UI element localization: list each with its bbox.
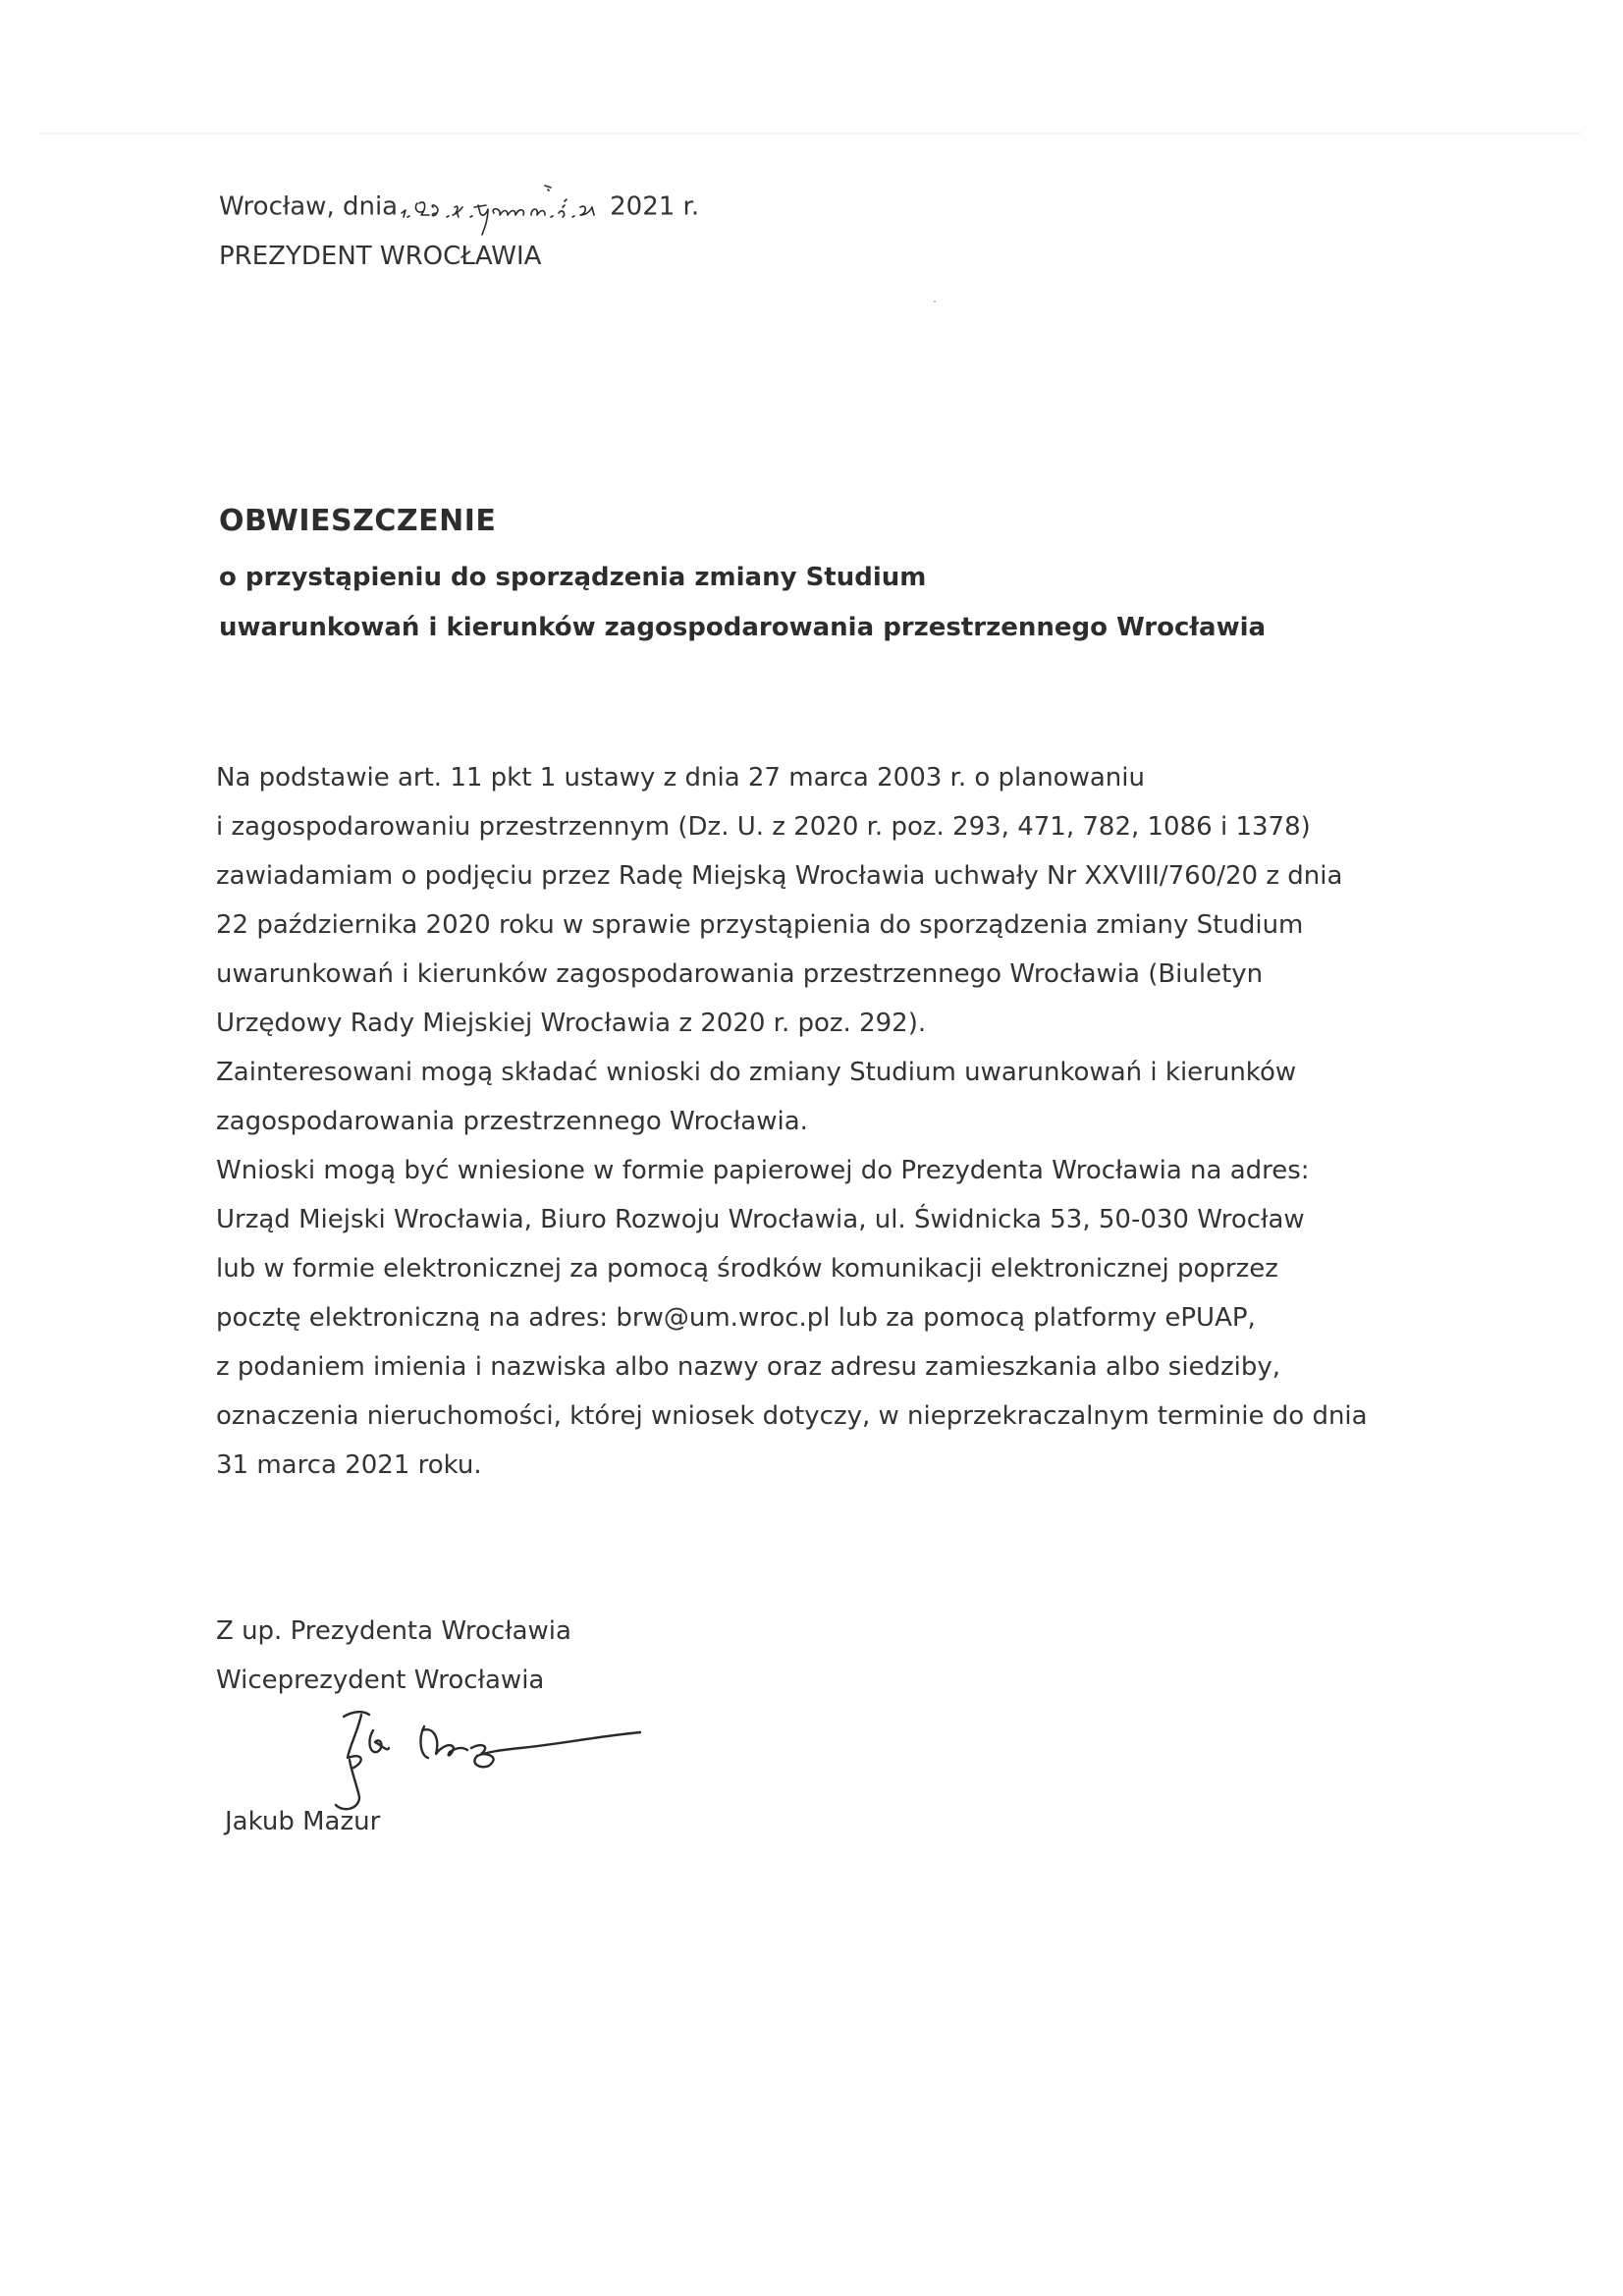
handwritten-date: [398, 184, 610, 231]
body-line: z podaniem imienia i nazwiska albo nazwy oraz adresu zamieszkania albo siedziby,: [216, 1352, 1281, 1382]
scan-speck: [934, 301, 936, 302]
signature-block: [216, 1607, 571, 1705]
notice-subtitle-line-2: uwarunkowań i kierunków zagospodarowania przestrzennego Wrocławia: [219, 613, 1267, 642]
handwritten-date-ink: [398, 178, 610, 237]
body-line: Wnioski mogą być wniesione w formie papierowej do Prezydenta Wrocławia na adres:: [216, 1156, 1310, 1185]
signature-title-line: Wiceprezydent Wrocławia: [216, 1666, 545, 1695]
body-line: uwarunkowań i kierunków zagospodarowania przestrzennego Wrocławia (Biuletyn: [216, 959, 1264, 989]
signature-ink: [324, 1703, 658, 1821]
authority-heading: PREZYDENT WROCŁAWIA: [219, 242, 542, 271]
notice-subtitle-line-1: o przystąpieniu do sporządzenia zmiany Studium: [219, 563, 927, 592]
body-line: 31 marca 2021 roku.: [216, 1450, 482, 1480]
body-line: Urzędowy Rady Miejskiej Wrocławia z 2020 r. poz. 292).: [216, 1009, 927, 1038]
body-line: 22 października 2020 roku w sprawie przystąpienia do sporządzenia zmiany Studium: [216, 910, 1304, 940]
notice-body: [216, 753, 1492, 1490]
body-line: Zainteresowani mogą składać wnioski do zmiany Studium uwarunkowań i kierunków: [216, 1058, 1297, 1087]
body-line: Urząd Miejski Wrocławia, Biuro Rozwoju Wrocławia, ul. Świdnicka 53, 50-030 Wrocław: [216, 1205, 1305, 1234]
scan-edge-line: [39, 133, 1581, 135]
signer-name: Jakub Mazur: [225, 1807, 381, 1836]
body-line: i zagospodarowaniu przestrzennym (Dz. U. z 2020 r. poz. 293, 471, 782, 1086 i 1378): [216, 812, 1311, 842]
body-line: lub w formie elektronicznej za pomocą środków komunikacji elektronicznej poprzez: [216, 1254, 1278, 1284]
body-line: zagospodarowania przestrzennego Wrocławia.: [216, 1107, 808, 1136]
date-prefix: Wrocław, dnia: [219, 191, 399, 222]
body-line: zawiadamiam o podjęciu przez Radę Miejską Wrocławia uchwały Nr XXVIII/760/20 z dnia: [216, 861, 1343, 891]
date-suffix: 2021 r.: [610, 191, 700, 222]
date-line: [219, 183, 699, 231]
body-line: oznaczenia nieruchomości, której wniosek dotyczy, w nieprzekraczalnym terminie do dnia: [216, 1401, 1368, 1431]
body-line: pocztę elektroniczną na adres: brw@um.wroc.pl lub za pomocą platformy ePUAP,: [216, 1303, 1256, 1333]
notice-title: OBWIESZCZENIE: [219, 504, 497, 538]
signature-authority-line: Z up. Prezydenta Wrocławia: [216, 1616, 571, 1646]
body-line: Na podstawie art. 11 pkt 1 ustawy z dnia 27 marca 2003 r. o planowaniu: [216, 763, 1145, 793]
